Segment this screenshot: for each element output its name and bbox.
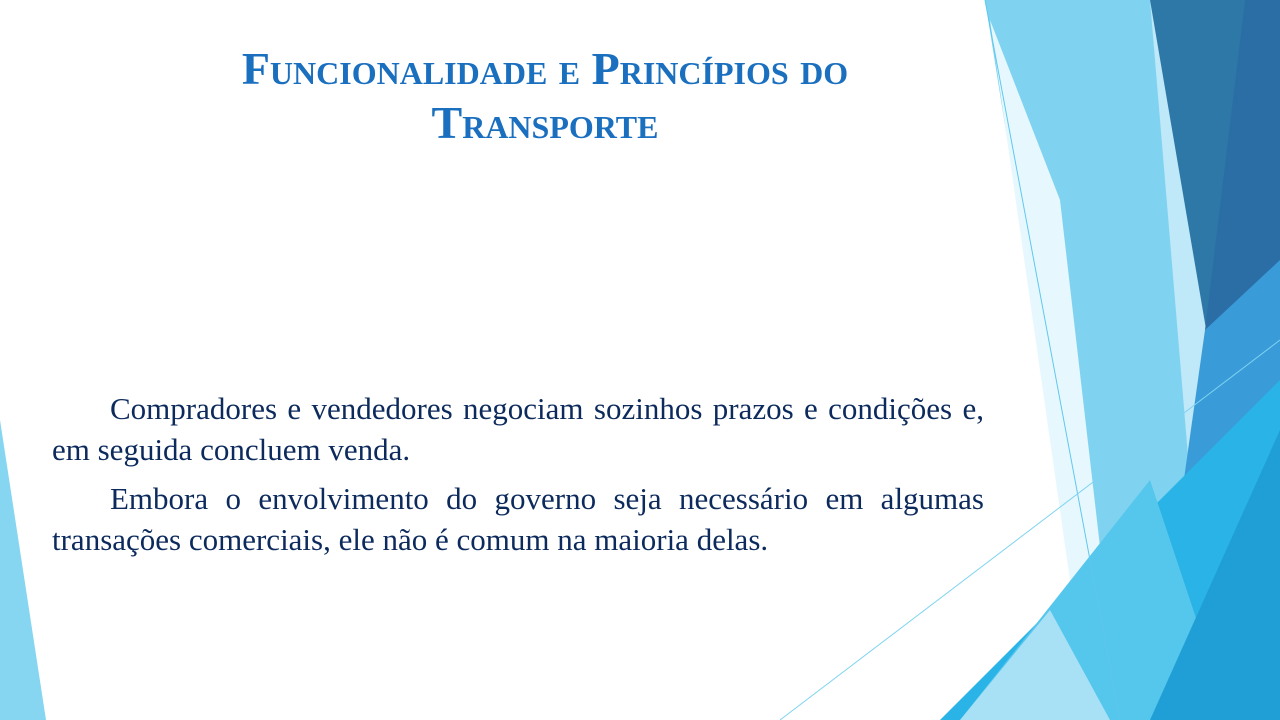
title-line-1: Funcionalidade e Princípios do — [241, 43, 849, 94]
left-accent-sliver — [0, 420, 46, 720]
title-line-2: Transporte — [431, 97, 659, 148]
paragraph-2: Embora o envolvimento do governo seja necessário em algumas transações comerciais, ele não é comum na maioria delas. — [52, 481, 984, 557]
slide-title — [130, 42, 960, 150]
body-text — [52, 388, 984, 568]
paragraph-1: Compradores e vendedores negociam sozinhos prazos e condições e, em seguida concluem venda. — [52, 391, 984, 467]
